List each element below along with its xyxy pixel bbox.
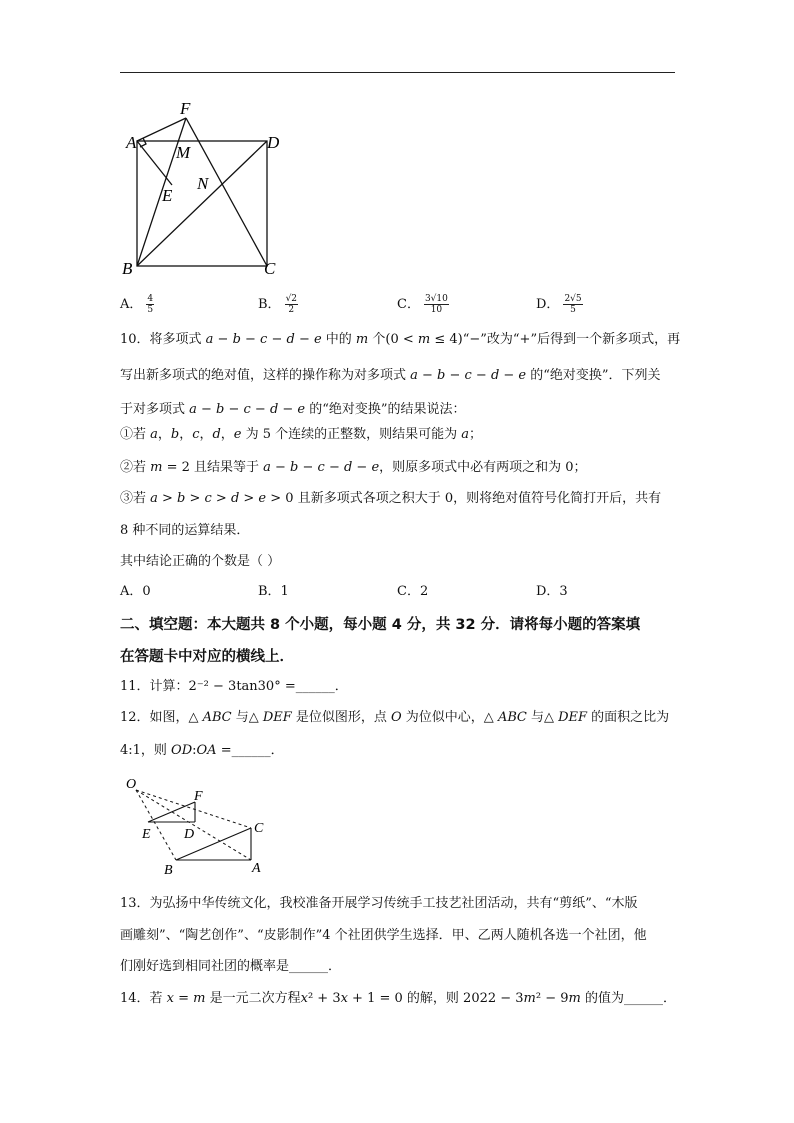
- label-C: C: [254, 821, 264, 836]
- q9-option-c: C． $\frac{3√10}{10}$: [397, 294, 448, 315]
- label-D: D: [267, 133, 280, 152]
- q14: 14．若 𝑥 = 𝑚 是一元二次方程𝑥² + 3𝑥 + 1 = 0 的解，则 2022 − 3𝑚² − 9𝑚 的值为______．: [120, 991, 676, 1006]
- label-A: A: [252, 861, 261, 876]
- q10-line-1: 10．将多项式 𝑎 − 𝑏 − 𝑐 − 𝑑 − 𝑒 中的 𝑚 个(0 < 𝑚 ≤ 4)“−”改为“+”后得到一个新多项式，再: [120, 332, 681, 347]
- q10-statement-3: ③若 𝑎 > 𝑏 > 𝑐 > 𝑑 > 𝑒 > 0 且新多项式各项之积大于 0，则将绝对值符号化简打开后，共有: [120, 491, 662, 506]
- label-F: F: [194, 789, 203, 804]
- q10-line-3: 于对多项式 𝑎 − 𝑏 − 𝑐 − 𝑑 − 𝑒 的“绝对变换”的结果说法：: [120, 402, 466, 417]
- q9-option-d: D． $\frac{2√5}{5}$: [536, 294, 582, 315]
- homothety-figure: [118, 768, 273, 878]
- q13-line-1: 13．为弘扬中华传统文化，我校准备开展学习传统手工技艺社团活动，共有“剪纸”、“木版: [120, 896, 638, 911]
- label-D: D: [184, 827, 195, 842]
- q11: 11．计算：2⁻² − 3tan30° =______．: [120, 679, 348, 694]
- square-figure: [110, 96, 300, 281]
- label-O: O: [126, 777, 137, 792]
- label-E: E: [162, 186, 173, 205]
- label-F: F: [180, 99, 191, 118]
- label-A: A: [126, 133, 137, 152]
- q10-option-a: A．0: [120, 584, 151, 599]
- q10-option-c: C．2: [397, 584, 429, 599]
- q12-line-2: 4:1，则 𝑂𝐷:𝑂𝐴 =______．: [120, 743, 284, 758]
- q10-statement-2: ②若 𝑚 = 2 且结果等于 𝑎 − 𝑏 − 𝑐 − 𝑑 − 𝑒，则原多项式中必有两项之和为 0；: [120, 460, 587, 475]
- label-C: C: [264, 259, 276, 278]
- q10-question: 其中结论正确的个数是（ ）: [120, 554, 281, 569]
- q10-option-d: D．3: [536, 584, 568, 599]
- q10-statement-3-cont: 8 种不同的运算结果．: [120, 523, 250, 538]
- q9-option-a: A． $\frac{4}{5}$: [120, 294, 154, 315]
- header-rule: [120, 72, 675, 73]
- q13-line-2: 画雕刻”、“陶艺创作”、“皮影制作”4 个社团供学生选择．甲、乙两人随机各选一个社团，他: [120, 928, 647, 943]
- label-B: B: [122, 259, 133, 278]
- q13-line-3: 们刚好选到相同社团的概率是______．: [120, 959, 342, 974]
- section-heading-cont: 在答题卡中对应的横线上．: [120, 649, 294, 665]
- section-heading: 二、填空题：本大题共 8 个小题，每小题 4 分，共 32 分．请将每小题的答案填: [120, 617, 641, 633]
- label-N: N: [197, 174, 209, 193]
- q9-option-b: B． $\frac{√2}{2}$: [258, 294, 298, 315]
- q12-line-1: 12．如图，△ 𝐴𝐵𝐶 与△ 𝐷𝐸𝐹 是位似图形，点 𝑂 为位似中心，△ 𝐴𝐵𝐶 与△ 𝐷𝐸𝐹 的面积之比为: [120, 710, 670, 725]
- label-M: M: [176, 143, 191, 162]
- q10-statement-1: ①若 𝑎，𝑏，𝑐，𝑑，𝑒 为 5 个连续的正整数，则结果可能为 𝑎；: [120, 427, 483, 442]
- q10-option-b: B．1: [258, 584, 289, 599]
- q10-line-2: 写出新多项式的绝对值，这样的操作称为对多项式 𝑎 − 𝑏 − 𝑐 − 𝑑 − 𝑒 的“绝对变换”．下列关: [120, 368, 661, 383]
- label-B: B: [164, 863, 173, 878]
- label-E: E: [142, 827, 151, 842]
